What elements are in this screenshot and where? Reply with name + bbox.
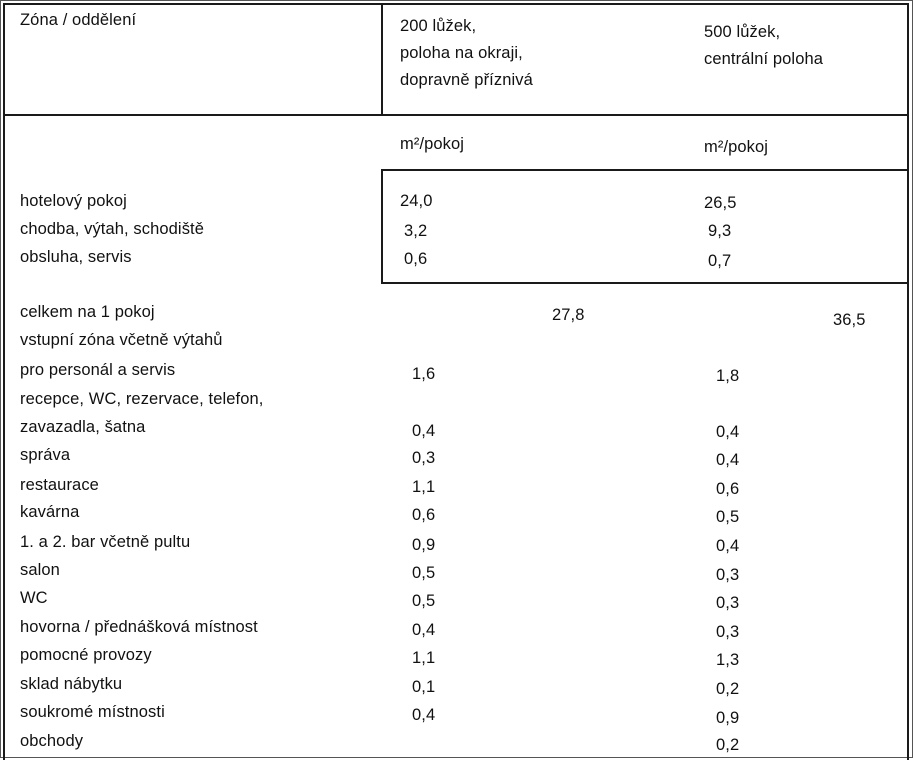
row-label: restaurace — [20, 476, 99, 494]
row-label: zavazadla, šatna — [20, 418, 146, 436]
row-label: obchody — [20, 732, 84, 750]
row-label: chodba, výtah, schodiště — [20, 220, 205, 238]
row-label: obsluha, servis — [20, 248, 132, 266]
row-value-200: 1,1 — [412, 478, 436, 496]
row-label: soukromé místnosti — [20, 703, 165, 721]
row-value-500: 0,2 — [716, 736, 740, 754]
header-rule — [5, 114, 907, 116]
row-value-500: 1,8 — [716, 367, 740, 385]
row-value-200: 0,1 — [412, 678, 436, 696]
row-value-200: 0,4 — [412, 422, 436, 440]
row-value-200: 0,6 — [412, 506, 436, 524]
row-value-200: 0,5 — [412, 592, 436, 610]
total-label: celkem na 1 pokoj — [20, 303, 155, 321]
header-zone: Zóna / oddělení — [20, 11, 137, 29]
row-label: hovorna / přednášková místnost — [20, 618, 258, 636]
row-value-500: 0,4 — [716, 423, 740, 441]
row-value-500: 1,3 — [716, 651, 740, 669]
total-value-200: 27,8 — [552, 306, 585, 324]
row-value-500: 0,2 — [716, 680, 740, 698]
row-value-500: 0,3 — [716, 623, 740, 641]
row-label: 1. a 2. bar včetně pultu — [20, 533, 191, 551]
row-label: salon — [20, 561, 60, 579]
row-label: pro personál a servis — [20, 361, 176, 379]
header-500-line-1: 500 lůžek, — [704, 23, 781, 41]
row-label: hotelový pokoj — [20, 192, 127, 210]
row-value-500: 0,6 — [716, 480, 740, 498]
row-value-200: 1,6 — [412, 365, 436, 383]
row-value-200: 0,6 — [404, 250, 428, 268]
row-value-500: 9,3 — [708, 222, 732, 240]
row-value-500: 0,5 — [716, 508, 740, 526]
row-value-200: 0,4 — [412, 706, 436, 724]
row-value-200: 3,2 — [404, 222, 428, 240]
row-value-500: 0,9 — [716, 709, 740, 727]
row-value-200: 0,9 — [412, 536, 436, 554]
row-value-200: 24,0 — [400, 192, 433, 210]
row-label: sklad nábytku — [20, 675, 123, 693]
total-value-500: 36,5 — [833, 311, 866, 329]
column-divider-mid — [381, 169, 383, 283]
row-value-200: 0,5 — [412, 564, 436, 582]
row-label: vstupní zóna včetně výtahů — [20, 331, 223, 349]
header-200-line-3: dopravně příznivá — [400, 71, 533, 89]
row-value-200: 1,1 — [412, 649, 436, 667]
row-value-500: 0,3 — [716, 594, 740, 612]
subtotal-rule — [381, 282, 907, 284]
row-label: správa — [20, 446, 71, 464]
row-label: recepce, WC, rezervace, telefon, — [20, 390, 264, 408]
row-value-500: 0,4 — [716, 537, 740, 555]
row-value-500: 0,4 — [716, 451, 740, 469]
row-label: kavárna — [20, 503, 80, 521]
row-label: pomocné provozy — [20, 646, 152, 664]
row-label: WC — [20, 589, 48, 607]
row-value-500: 0,3 — [716, 566, 740, 584]
header-500-line-2: centrální poloha — [704, 50, 824, 68]
row-value-200: 0,4 — [412, 621, 436, 639]
header-200-line-1: 200 lůžek, — [400, 17, 477, 35]
row-value-200: 0,3 — [412, 449, 436, 467]
row-value-500: 26,5 — [704, 194, 737, 212]
header-200-line-2: poloha na okraji, — [400, 44, 523, 62]
column-divider-top — [381, 5, 383, 116]
units-rule — [381, 169, 907, 171]
row-value-500: 0,7 — [708, 252, 732, 270]
unit-200: m²/pokoj — [400, 135, 465, 153]
unit-500: m²/pokoj — [704, 138, 769, 156]
